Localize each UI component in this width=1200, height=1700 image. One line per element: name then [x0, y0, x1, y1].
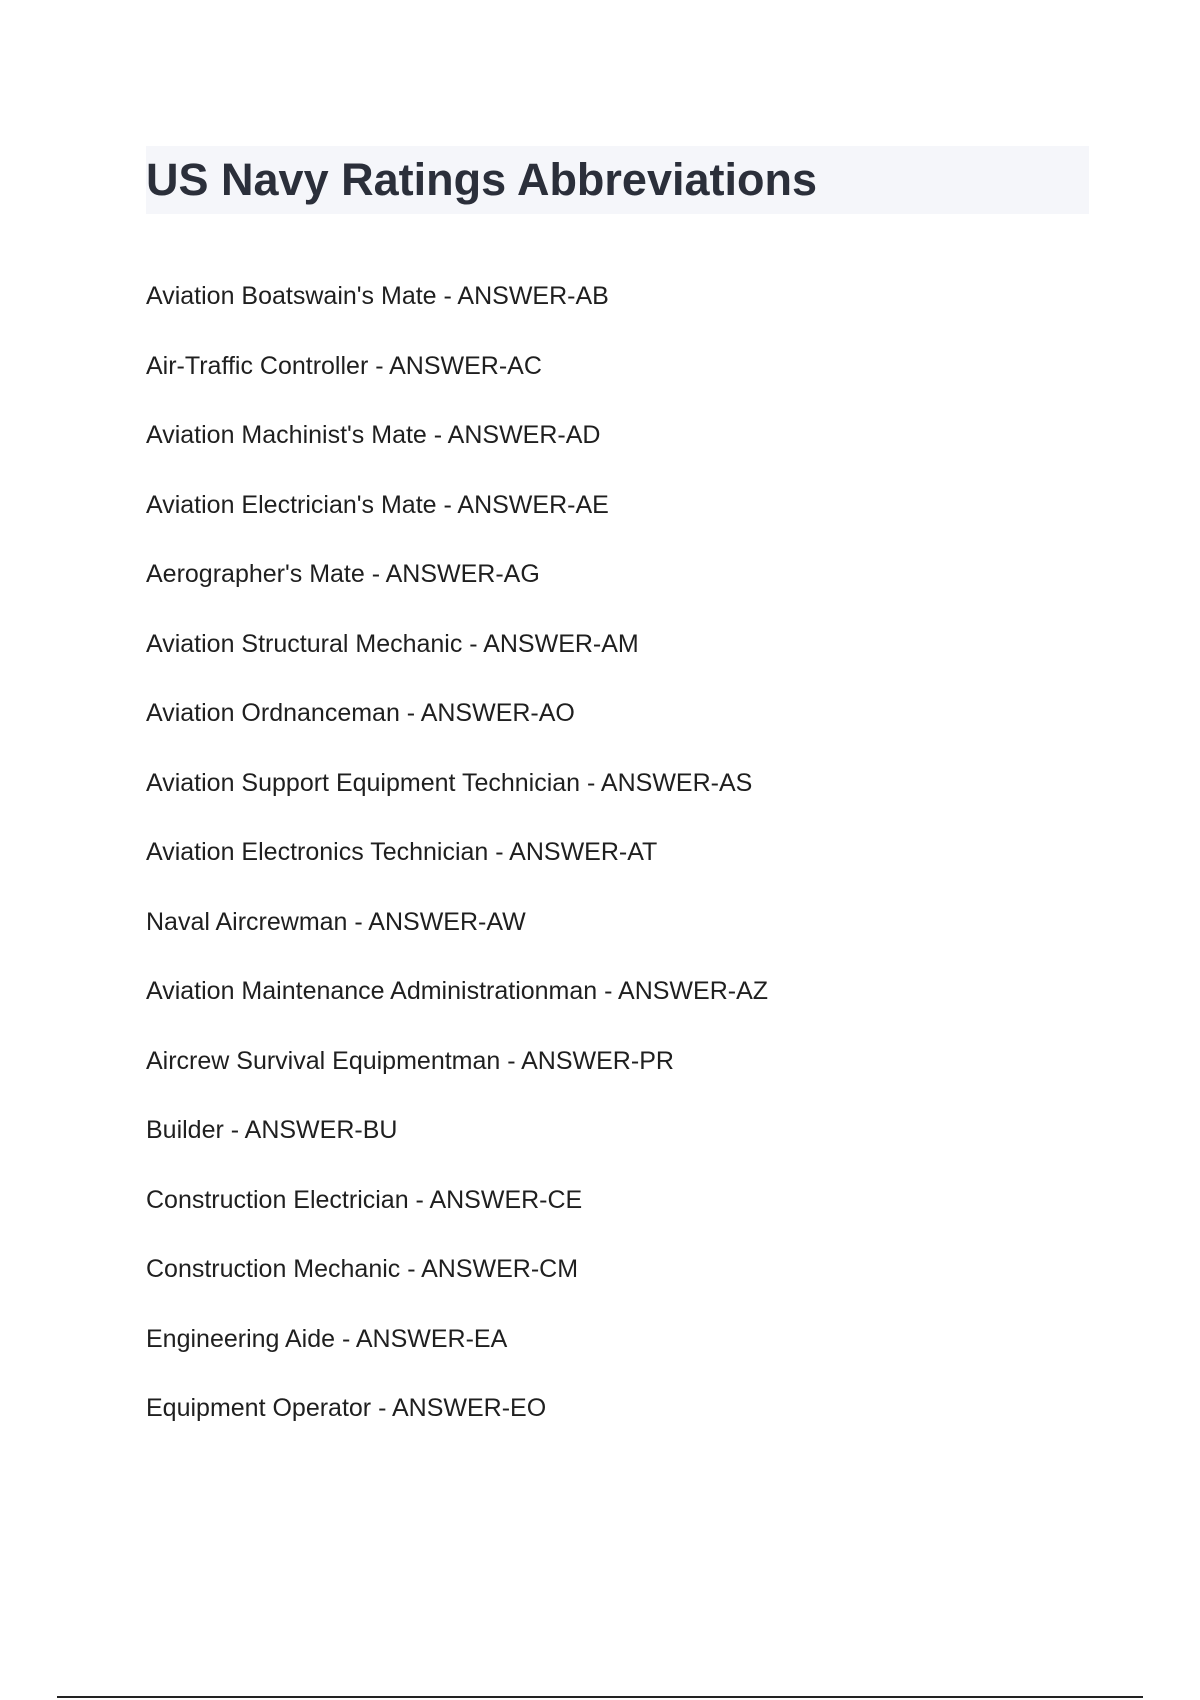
footer-divider [57, 1696, 1143, 1698]
list-item: Aviation Ordnanceman - ANSWER-AO [146, 699, 575, 727]
list-item: Construction Electrician - ANSWER-CE [146, 1185, 583, 1214]
list-item: Air-Traffic Controller - ANSWER-AC [146, 351, 542, 380]
list-item: Equipment Operator - ANSWER-EO [146, 1394, 547, 1422]
title-band [146, 146, 1089, 214]
list-item: Aviation Machinist's Mate - ANSWER-AD [146, 421, 601, 449]
list-item: Aviation Electronics Technician - ANSWER-AT [146, 838, 658, 866]
list-item: Builder - ANSWER-BU [146, 1116, 398, 1144]
list-item: Aviation Boatswain's Mate - ANSWER-AB [146, 282, 609, 310]
list-item: Engineering Aide - ANSWER-EA [146, 1324, 508, 1353]
list-item: Construction Mechanic - ANSWER-CM [146, 1255, 579, 1283]
list-item: Naval Aircrewman - ANSWER-AW [146, 907, 526, 936]
list-item: Aviation Electrician's Mate - ANSWER-AE [146, 490, 609, 519]
list-item: Aviation Support Equipment Technician - ANSWER-AS [146, 768, 753, 797]
list-item: Aviation Maintenance Administrationman - ANSWER-AZ [146, 977, 769, 1005]
ratings-list [146, 276, 768, 1458]
list-item: Aviation Structural Mechanic - ANSWER-AM [146, 629, 639, 658]
list-item: Aircrew Survival Equipmentman - ANSWER-PR [146, 1046, 674, 1075]
page-title: US Navy Ratings Abbreviations [146, 154, 818, 205]
list-item: Aerographer's Mate - ANSWER-AG [146, 560, 540, 588]
